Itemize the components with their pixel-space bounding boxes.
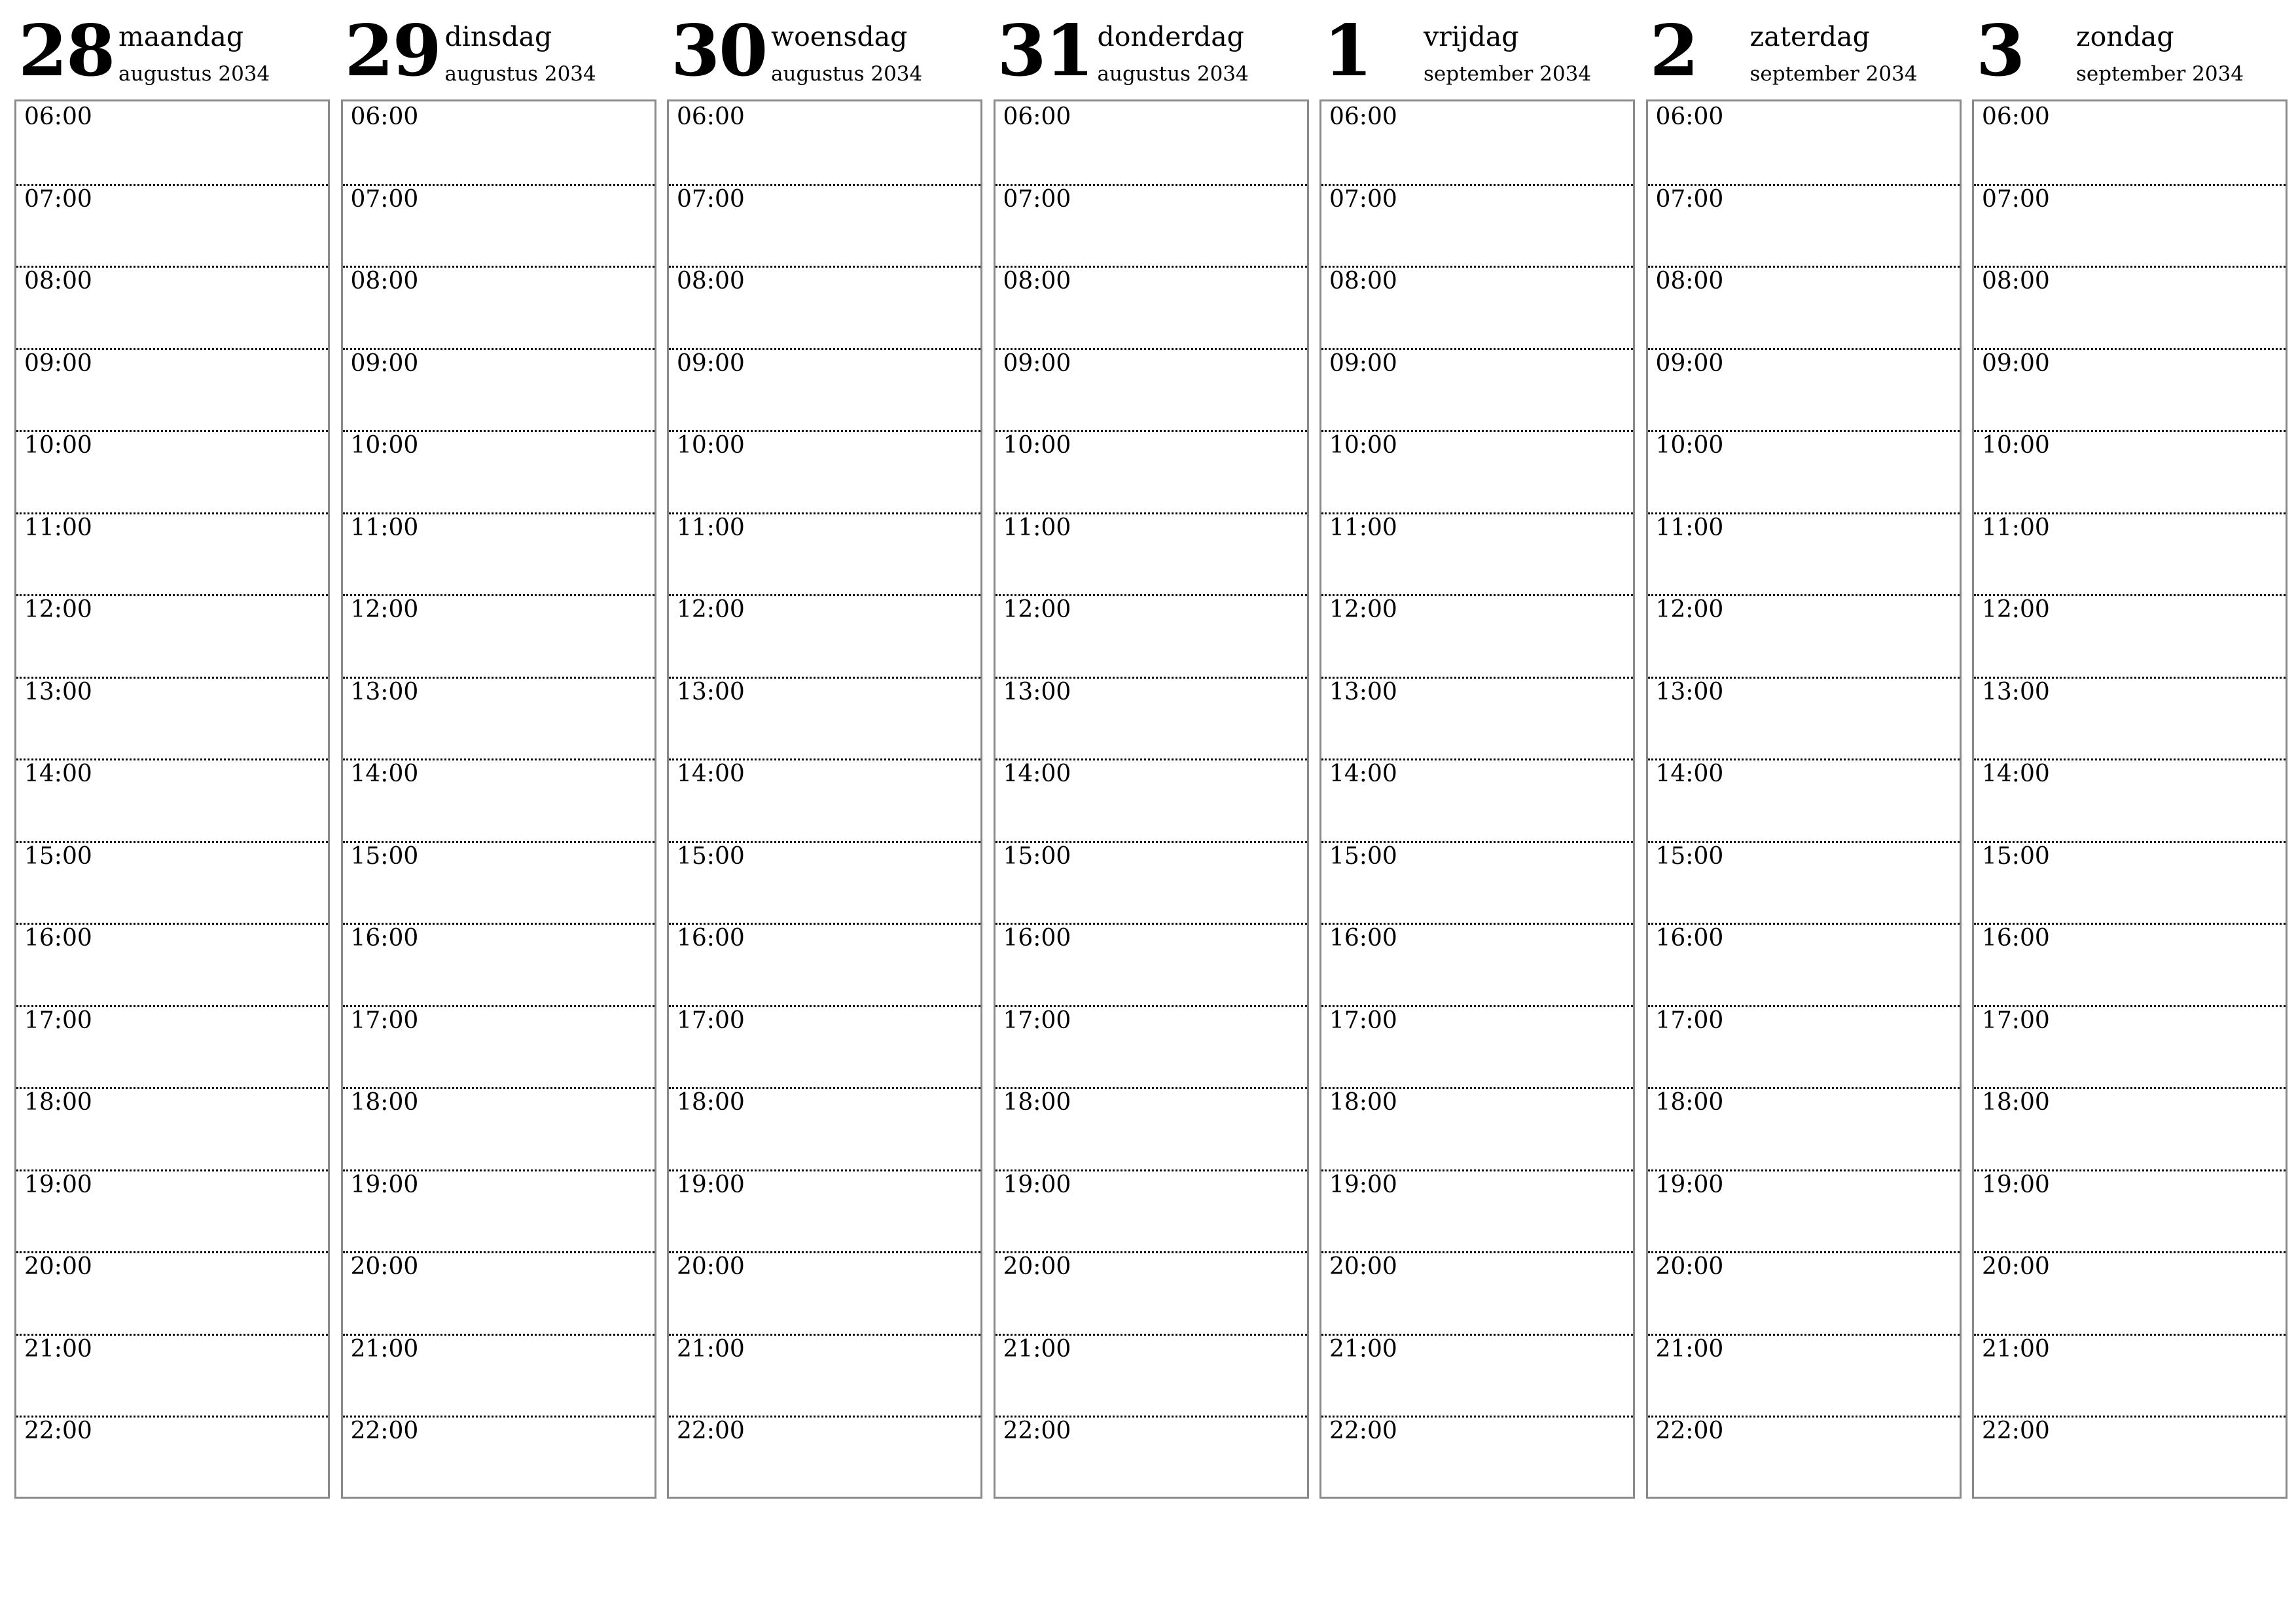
time-slot[interactable] xyxy=(343,430,655,514)
time-slot[interactable] xyxy=(1648,1169,1960,1254)
time-slot[interactable] xyxy=(1974,1251,2286,1336)
time-slot-label: 07:00 xyxy=(24,185,92,213)
time-slot-label: 07:00 xyxy=(1655,185,1724,213)
time-slot[interactable] xyxy=(343,1087,655,1171)
day-header xyxy=(341,10,655,98)
time-slot-label: 15:00 xyxy=(1655,842,1724,870)
time-slot-label: 09:00 xyxy=(677,349,745,377)
time-slot[interactable] xyxy=(996,1334,1307,1418)
time-slot-label: 10:00 xyxy=(1329,432,1397,459)
time-slot[interactable] xyxy=(16,1334,328,1418)
time-slot-label: 14:00 xyxy=(1003,760,1071,787)
time-slot-label: 21:00 xyxy=(350,1335,419,1363)
time-slot-label: 13:00 xyxy=(24,678,92,705)
time-slot-label: 18:00 xyxy=(1003,1089,1071,1116)
time-slot[interactable] xyxy=(996,677,1307,761)
time-slot-label: 19:00 xyxy=(677,1171,745,1198)
day-month-year: augustus 2034 xyxy=(1097,62,1249,86)
time-slot[interactable] xyxy=(669,1251,980,1336)
time-slot[interactable] xyxy=(343,1005,655,1090)
time-slot[interactable] xyxy=(16,841,328,925)
time-slot-label: 09:00 xyxy=(1003,349,1071,377)
time-slot-label: 13:00 xyxy=(1329,678,1397,705)
time-slot[interactable] xyxy=(1974,841,2286,925)
day-column xyxy=(341,0,655,1503)
day-schedule-box xyxy=(1972,99,2287,1499)
time-slot-label: 12:00 xyxy=(1655,596,1724,623)
time-slot-label: 12:00 xyxy=(1982,596,2050,623)
day-schedule-box xyxy=(1319,99,1635,1499)
time-slot[interactable] xyxy=(1321,923,1633,1007)
time-slot-label: 18:00 xyxy=(24,1089,92,1116)
day-month-year: augustus 2034 xyxy=(771,62,923,86)
time-slot[interactable] xyxy=(1974,1005,2286,1090)
time-slot[interactable] xyxy=(996,594,1307,679)
time-slot[interactable] xyxy=(669,923,980,1007)
day-number: 1 xyxy=(1323,10,1372,92)
day-month-year: september 2034 xyxy=(1424,62,1592,86)
time-slot-label: 21:00 xyxy=(24,1335,92,1363)
time-slot-label: 13:00 xyxy=(1655,678,1724,705)
time-slot-label: 14:00 xyxy=(24,760,92,787)
time-slot-label: 19:00 xyxy=(1982,1171,2050,1198)
day-header xyxy=(994,10,1308,98)
time-slot-label: 13:00 xyxy=(1982,678,2050,705)
time-slot-label: 10:00 xyxy=(1655,432,1724,459)
day-number: 3 xyxy=(1976,10,2024,92)
day-name: zaterdag xyxy=(1749,21,1870,52)
time-slot[interactable] xyxy=(1648,923,1960,1007)
time-slot-label: 16:00 xyxy=(1329,925,1397,952)
day-header xyxy=(667,10,981,98)
time-slot-label: 15:00 xyxy=(1982,842,2050,870)
time-slot[interactable] xyxy=(996,841,1307,925)
time-slot-label: 13:00 xyxy=(1003,678,1071,705)
time-slot[interactable] xyxy=(343,101,655,186)
time-slot-label: 17:00 xyxy=(350,1007,419,1034)
time-slot-label: 18:00 xyxy=(1982,1089,2050,1116)
time-slot[interactable] xyxy=(1648,1005,1960,1090)
time-slot-label: 13:00 xyxy=(677,678,745,705)
time-slot-label: 06:00 xyxy=(24,103,92,130)
time-slot[interactable] xyxy=(1974,430,2286,514)
time-slot[interactable] xyxy=(996,1169,1307,1254)
time-slot[interactable] xyxy=(1974,184,2286,268)
time-slot-label: 19:00 xyxy=(350,1171,419,1198)
time-slot[interactable] xyxy=(343,677,655,761)
time-slot[interactable] xyxy=(669,758,980,843)
day-header xyxy=(1972,10,2286,98)
time-slot[interactable] xyxy=(669,1005,980,1090)
time-slot-label: 20:00 xyxy=(24,1253,92,1280)
time-slot-label: 06:00 xyxy=(350,103,419,130)
time-slot[interactable] xyxy=(1321,841,1633,925)
time-slot[interactable] xyxy=(669,512,980,597)
time-slot[interactable] xyxy=(343,512,655,597)
time-slot[interactable] xyxy=(669,677,980,761)
time-slot[interactable] xyxy=(1648,1334,1960,1418)
time-slot-label: 16:00 xyxy=(1003,925,1071,952)
time-slot[interactable] xyxy=(669,1334,980,1418)
time-slot-label: 18:00 xyxy=(1655,1089,1724,1116)
time-slot[interactable] xyxy=(1321,512,1633,597)
time-slot[interactable] xyxy=(669,184,980,268)
time-slot[interactable] xyxy=(1974,512,2286,597)
time-slot-label: 09:00 xyxy=(24,349,92,377)
time-slot[interactable] xyxy=(16,758,328,843)
time-slot[interactable] xyxy=(996,101,1307,186)
time-slot[interactable] xyxy=(343,1334,655,1418)
time-slot[interactable] xyxy=(1648,1087,1960,1171)
time-slot[interactable] xyxy=(343,348,655,433)
time-slot-label: 17:00 xyxy=(677,1007,745,1034)
time-slot-label: 21:00 xyxy=(1003,1335,1071,1363)
time-slot[interactable] xyxy=(1321,266,1633,350)
time-slot-label: 16:00 xyxy=(1655,925,1724,952)
time-slot[interactable] xyxy=(1974,923,2286,1007)
time-slot-label: 16:00 xyxy=(24,925,92,952)
day-column xyxy=(14,0,329,1503)
time-slot[interactable] xyxy=(343,841,655,925)
time-slot-label: 11:00 xyxy=(677,514,745,541)
day-month-year: september 2034 xyxy=(2076,62,2244,86)
time-slot-label: 14:00 xyxy=(1982,760,2050,787)
time-slot[interactable] xyxy=(343,758,655,843)
time-slot[interactable] xyxy=(343,266,655,350)
time-slot[interactable] xyxy=(1321,101,1633,186)
time-slot-label: 19:00 xyxy=(1003,1171,1071,1198)
day-name: donderdag xyxy=(1097,21,1244,52)
time-slot[interactable] xyxy=(669,430,980,514)
time-slot-label: 07:00 xyxy=(1982,185,2050,213)
time-slot[interactable] xyxy=(1321,1251,1633,1336)
time-slot[interactable] xyxy=(1321,184,1633,268)
time-slot-label: 10:00 xyxy=(1982,432,2050,459)
day-number: 2 xyxy=(1649,10,1698,92)
time-slot-label: 07:00 xyxy=(1003,185,1071,213)
day-name: maandag xyxy=(118,21,244,52)
time-slot[interactable] xyxy=(1321,1334,1633,1418)
day-month-year: augustus 2034 xyxy=(118,62,270,86)
time-slot-label: 20:00 xyxy=(350,1253,419,1280)
time-slot-label: 06:00 xyxy=(1982,103,2050,130)
time-slot[interactable] xyxy=(1974,101,2286,186)
time-slot[interactable] xyxy=(16,348,328,433)
time-slot[interactable] xyxy=(996,184,1307,268)
time-slot[interactable] xyxy=(1648,594,1960,679)
time-slot-label: 14:00 xyxy=(1655,760,1724,787)
day-schedule-box xyxy=(1646,99,1962,1499)
time-slot-label: 22:00 xyxy=(1329,1418,1397,1444)
time-slot[interactable] xyxy=(669,266,980,350)
day-column xyxy=(1646,0,1960,1503)
time-slot[interactable] xyxy=(669,841,980,925)
time-slot[interactable] xyxy=(669,1169,980,1254)
time-slot[interactable] xyxy=(1974,758,2286,843)
time-slot[interactable] xyxy=(343,1251,655,1336)
time-slot[interactable] xyxy=(1648,677,1960,761)
time-slot-label: 15:00 xyxy=(350,842,419,870)
time-slot[interactable] xyxy=(996,923,1307,1007)
time-slot[interactable] xyxy=(996,1416,1307,1498)
time-slot-label: 15:00 xyxy=(1003,842,1071,870)
time-slot[interactable] xyxy=(996,1005,1307,1090)
time-slot[interactable] xyxy=(996,348,1307,433)
time-slot-label: 11:00 xyxy=(350,514,419,541)
time-slot-label: 17:00 xyxy=(1329,1007,1397,1034)
time-slot-label: 06:00 xyxy=(1003,103,1071,130)
time-slot[interactable] xyxy=(996,758,1307,843)
time-slot-label: 10:00 xyxy=(350,432,419,459)
time-slot-label: 12:00 xyxy=(24,596,92,623)
time-slot[interactable] xyxy=(669,1416,980,1498)
time-slot-label: 08:00 xyxy=(24,268,92,294)
time-slot-label: 22:00 xyxy=(350,1418,419,1444)
time-slot-label: 09:00 xyxy=(1655,349,1724,377)
time-slot-label: 22:00 xyxy=(24,1418,92,1444)
time-slot[interactable] xyxy=(1648,266,1960,350)
time-slot[interactable] xyxy=(16,512,328,597)
time-slot[interactable] xyxy=(1974,266,2286,350)
time-slot[interactable] xyxy=(343,923,655,1007)
time-slot[interactable] xyxy=(16,1005,328,1090)
time-slot-label: 22:00 xyxy=(677,1418,745,1444)
time-slot[interactable] xyxy=(16,1169,328,1254)
time-slot-label: 14:00 xyxy=(1329,760,1397,787)
time-slot[interactable] xyxy=(996,430,1307,514)
time-slot[interactable] xyxy=(16,430,328,514)
time-slot[interactable] xyxy=(669,101,980,186)
time-slot-label: 16:00 xyxy=(677,925,745,952)
time-slot[interactable] xyxy=(1648,1251,1960,1336)
time-slot[interactable] xyxy=(1321,1416,1633,1498)
time-slot-label: 20:00 xyxy=(677,1253,745,1280)
day-header xyxy=(1319,10,1634,98)
time-slot-label: 15:00 xyxy=(677,842,745,870)
time-slot[interactable] xyxy=(996,1087,1307,1171)
time-slot[interactable] xyxy=(16,677,328,761)
time-slot[interactable] xyxy=(16,594,328,679)
time-slot[interactable] xyxy=(1321,677,1633,761)
time-slot-label: 13:00 xyxy=(350,678,419,705)
day-schedule-box xyxy=(341,99,656,1499)
time-slot-label: 14:00 xyxy=(677,760,745,787)
day-column xyxy=(667,0,981,1503)
time-slot[interactable] xyxy=(16,101,328,186)
time-slot-label: 10:00 xyxy=(677,432,745,459)
time-slot[interactable] xyxy=(669,1087,980,1171)
time-slot[interactable] xyxy=(1321,594,1633,679)
time-slot-label: 20:00 xyxy=(1655,1253,1724,1280)
time-slot-label: 17:00 xyxy=(24,1007,92,1034)
time-slot[interactable] xyxy=(16,266,328,350)
time-slot[interactable] xyxy=(16,1251,328,1336)
day-name: vrijdag xyxy=(1424,21,1519,52)
time-slot[interactable] xyxy=(1974,594,2286,679)
day-month-year: september 2034 xyxy=(1749,62,1918,86)
time-slot-label: 07:00 xyxy=(677,185,745,213)
time-slot-label: 16:00 xyxy=(350,925,419,952)
time-slot-label: 10:00 xyxy=(24,432,92,459)
time-slot-label: 11:00 xyxy=(24,514,92,541)
time-slot[interactable] xyxy=(1974,348,2286,433)
time-slot[interactable] xyxy=(1648,841,1960,925)
day-month-year: augustus 2034 xyxy=(444,62,596,86)
time-slot[interactable] xyxy=(1974,1087,2286,1171)
time-slot-label: 12:00 xyxy=(677,596,745,623)
day-number: 29 xyxy=(344,10,440,92)
day-column xyxy=(1972,0,2286,1503)
time-slot-label: 08:00 xyxy=(677,268,745,294)
time-slot[interactable] xyxy=(1648,758,1960,843)
day-column xyxy=(994,0,1308,1503)
time-slot[interactable] xyxy=(1648,512,1960,597)
time-slot[interactable] xyxy=(1974,677,2286,761)
time-slot[interactable] xyxy=(343,594,655,679)
time-slot[interactable] xyxy=(996,1251,1307,1336)
time-slot-label: 08:00 xyxy=(1003,268,1071,294)
time-slot-label: 22:00 xyxy=(1982,1418,2050,1444)
time-slot-label: 19:00 xyxy=(1655,1171,1724,1198)
day-name: dinsdag xyxy=(444,21,552,52)
time-slot[interactable] xyxy=(669,348,980,433)
time-slot-label: 18:00 xyxy=(1329,1089,1397,1116)
time-slot-label: 08:00 xyxy=(1329,268,1397,294)
time-slot[interactable] xyxy=(343,1416,655,1498)
time-slot[interactable] xyxy=(1321,430,1633,514)
day-name: zondag xyxy=(2076,21,2174,52)
time-slot[interactable] xyxy=(16,923,328,1007)
time-slot[interactable] xyxy=(1321,1087,1633,1171)
time-slot-label: 06:00 xyxy=(1329,103,1397,130)
time-slot-label: 11:00 xyxy=(1003,514,1071,541)
time-slot-label: 16:00 xyxy=(1982,925,2050,952)
time-slot-label: 20:00 xyxy=(1982,1253,2050,1280)
time-slot-label: 17:00 xyxy=(1003,1007,1071,1034)
time-slot[interactable] xyxy=(1648,430,1960,514)
time-slot[interactable] xyxy=(996,512,1307,597)
time-slot-label: 19:00 xyxy=(24,1171,92,1198)
time-slot-label: 18:00 xyxy=(350,1089,419,1116)
time-slot-label: 21:00 xyxy=(1655,1335,1724,1363)
day-name: woensdag xyxy=(771,21,908,52)
time-slot[interactable] xyxy=(669,594,980,679)
day-schedule-box xyxy=(994,99,1309,1499)
time-slot-label: 18:00 xyxy=(677,1089,745,1116)
day-header xyxy=(14,10,329,98)
time-slot-label: 09:00 xyxy=(350,349,419,377)
time-slot[interactable] xyxy=(1974,1169,2286,1254)
day-number: 30 xyxy=(671,10,767,92)
time-slot[interactable] xyxy=(1321,348,1633,433)
time-slot[interactable] xyxy=(1648,184,1960,268)
day-number: 28 xyxy=(18,10,115,92)
time-slot-label: 09:00 xyxy=(1982,349,2050,377)
time-slot-label: 20:00 xyxy=(1329,1253,1397,1280)
time-slot-label: 17:00 xyxy=(1982,1007,2050,1034)
time-slot-label: 12:00 xyxy=(350,596,419,623)
day-number: 31 xyxy=(997,10,1093,92)
time-slot-label: 22:00 xyxy=(1003,1418,1071,1444)
time-slot-label: 15:00 xyxy=(24,842,92,870)
time-slot-label: 20:00 xyxy=(1003,1253,1071,1280)
time-slot[interactable] xyxy=(1321,1005,1633,1090)
time-slot[interactable] xyxy=(343,1169,655,1254)
time-slot-label: 22:00 xyxy=(1655,1418,1724,1444)
time-slot-label: 10:00 xyxy=(1003,432,1071,459)
time-slot-label: 17:00 xyxy=(1655,1007,1724,1034)
time-slot[interactable] xyxy=(1648,101,1960,186)
time-slot-label: 09:00 xyxy=(1329,349,1397,377)
time-slot-label: 12:00 xyxy=(1003,596,1071,623)
time-slot-label: 07:00 xyxy=(350,185,419,213)
time-slot[interactable] xyxy=(1321,758,1633,843)
day-header xyxy=(1646,10,1960,98)
time-slot[interactable] xyxy=(1648,348,1960,433)
time-slot[interactable] xyxy=(1974,1334,2286,1418)
time-slot-label: 14:00 xyxy=(350,760,419,787)
time-slot-label: 12:00 xyxy=(1329,596,1397,623)
time-slot-label: 21:00 xyxy=(1329,1335,1397,1363)
time-slot-label: 21:00 xyxy=(677,1335,745,1363)
time-slot-label: 08:00 xyxy=(1982,268,2050,294)
time-slot-label: 08:00 xyxy=(350,268,419,294)
time-slot-label: 08:00 xyxy=(1655,268,1724,294)
time-slot[interactable] xyxy=(1321,1169,1633,1254)
time-slot[interactable] xyxy=(16,184,328,268)
time-slot-label: 21:00 xyxy=(1982,1335,2050,1363)
time-slot-label: 11:00 xyxy=(1655,514,1724,541)
time-slot-label: 19:00 xyxy=(1329,1171,1397,1198)
time-slot-label: 11:00 xyxy=(1329,514,1397,541)
time-slot-label: 07:00 xyxy=(1329,185,1397,213)
time-slot[interactable] xyxy=(996,266,1307,350)
time-slot-label: 15:00 xyxy=(1329,842,1397,870)
time-slot-label: 06:00 xyxy=(677,103,745,130)
time-slot-label: 06:00 xyxy=(1655,103,1724,130)
day-column xyxy=(1319,0,1634,1503)
day-schedule-box xyxy=(14,99,330,1499)
time-slot-label: 11:00 xyxy=(1982,514,2050,541)
time-slot[interactable] xyxy=(16,1087,328,1171)
time-slot[interactable] xyxy=(1648,1416,1960,1498)
day-schedule-box xyxy=(667,99,982,1499)
time-slot[interactable] xyxy=(1974,1416,2286,1498)
time-slot[interactable] xyxy=(343,184,655,268)
time-slot[interactable] xyxy=(16,1416,328,1498)
